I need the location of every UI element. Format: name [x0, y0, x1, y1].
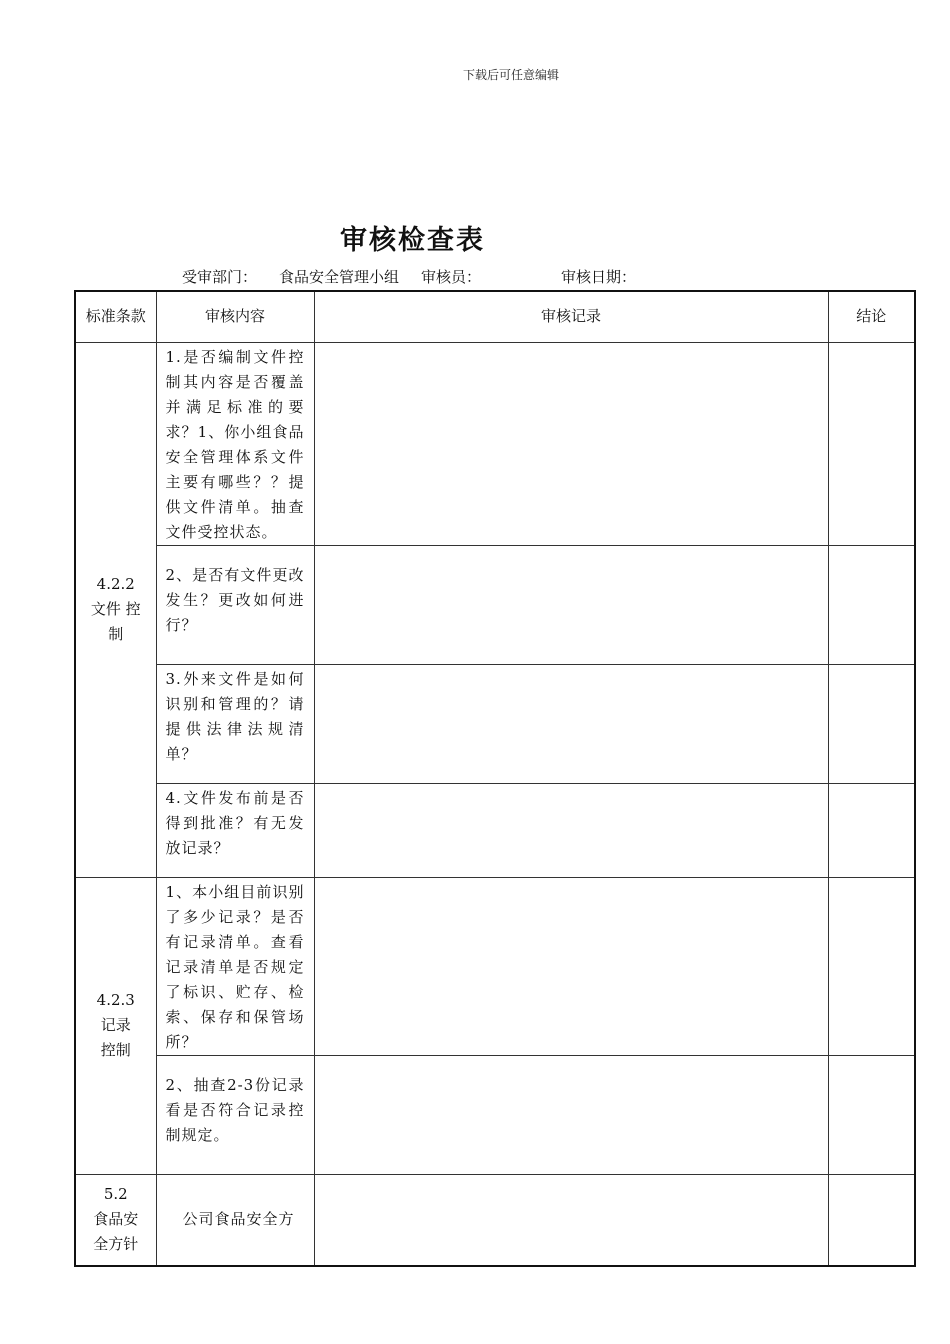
clause-cell: [75, 1174, 156, 1266]
content-text: 1.是否编制文件控制其内容是否覆盖并满足标准的要求？1、你小组食品安全管理体系文件主要有哪些？？提供文件清单。抽查文件受控状态。: [165, 347, 305, 541]
table-row: [75, 545, 915, 664]
audit-checklist-table: [74, 290, 916, 1267]
clause-text: 4.2.2 文件 控 制: [90, 575, 141, 643]
dept-value: 食品安全管理小组: [279, 268, 400, 286]
table-header-row: [75, 291, 915, 342]
header-clause: 标准条款: [75, 291, 156, 342]
content-text: 1、本小组目前识别了多少记录？是否有记录清单。查看记录清单是否规定了标识、贮存、检索、保存和保管场所？: [165, 882, 305, 1051]
table-row: [75, 783, 915, 877]
record-cell[interactable]: [314, 664, 828, 783]
clause-cell: [75, 877, 156, 1174]
content-cell: [156, 342, 314, 545]
header-record: 审核记录: [314, 291, 828, 342]
record-cell[interactable]: [314, 1055, 828, 1174]
info-line: [182, 266, 636, 287]
content-text: 公司食品安全方: [182, 1210, 295, 1229]
table-row: [75, 1174, 915, 1266]
content-cell: [156, 877, 314, 1055]
content-cell: [156, 1174, 314, 1266]
conclusion-cell[interactable]: [828, 1055, 915, 1174]
table-row: [75, 664, 915, 783]
content-text: 2、是否有文件更改发生？更改如何进行？: [165, 565, 305, 634]
content-cell: [156, 1055, 314, 1174]
content-cell: [156, 545, 314, 664]
conclusion-cell[interactable]: [828, 664, 915, 783]
content-text: 3.外来文件是如何识别和管理的？请提供法律法规清单？: [165, 669, 305, 763]
record-cell[interactable]: [314, 877, 828, 1055]
table-row: [75, 342, 915, 545]
header-conclusion: 结论: [828, 291, 915, 342]
record-cell[interactable]: [314, 1174, 828, 1266]
content-text: 4.文件发布前是否得到批准？有无发放记录？: [165, 788, 305, 857]
content-cell: [156, 664, 314, 783]
conclusion-cell[interactable]: [828, 1174, 915, 1266]
content-text: 2、抽查2-3份记录看是否符合记录控制规定。: [165, 1075, 305, 1144]
record-cell[interactable]: [314, 545, 828, 664]
document-title: 审核检查表: [340, 225, 485, 256]
table-row: [75, 877, 915, 1055]
clause-text: 5.2 食品安 全方针: [93, 1185, 139, 1254]
dept-label: 受审部门：: [182, 268, 258, 286]
conclusion-cell[interactable]: [828, 783, 915, 877]
auditor-label: 审核员：: [421, 268, 482, 286]
record-cell[interactable]: [314, 783, 828, 877]
conclusion-cell[interactable]: [828, 545, 915, 664]
record-cell[interactable]: [314, 342, 828, 545]
clause-text: 4.2.3 记录 控制: [96, 991, 135, 1059]
content-cell: [156, 783, 314, 877]
audit-date-label: 审核日期：: [561, 268, 637, 286]
conclusion-cell[interactable]: [828, 342, 915, 545]
table-row: [75, 1055, 915, 1174]
conclusion-cell[interactable]: [828, 877, 915, 1055]
header-note: 下载后可任意编辑: [462, 68, 559, 82]
header-content: 审核内容: [156, 291, 314, 342]
clause-cell: [75, 342, 156, 877]
